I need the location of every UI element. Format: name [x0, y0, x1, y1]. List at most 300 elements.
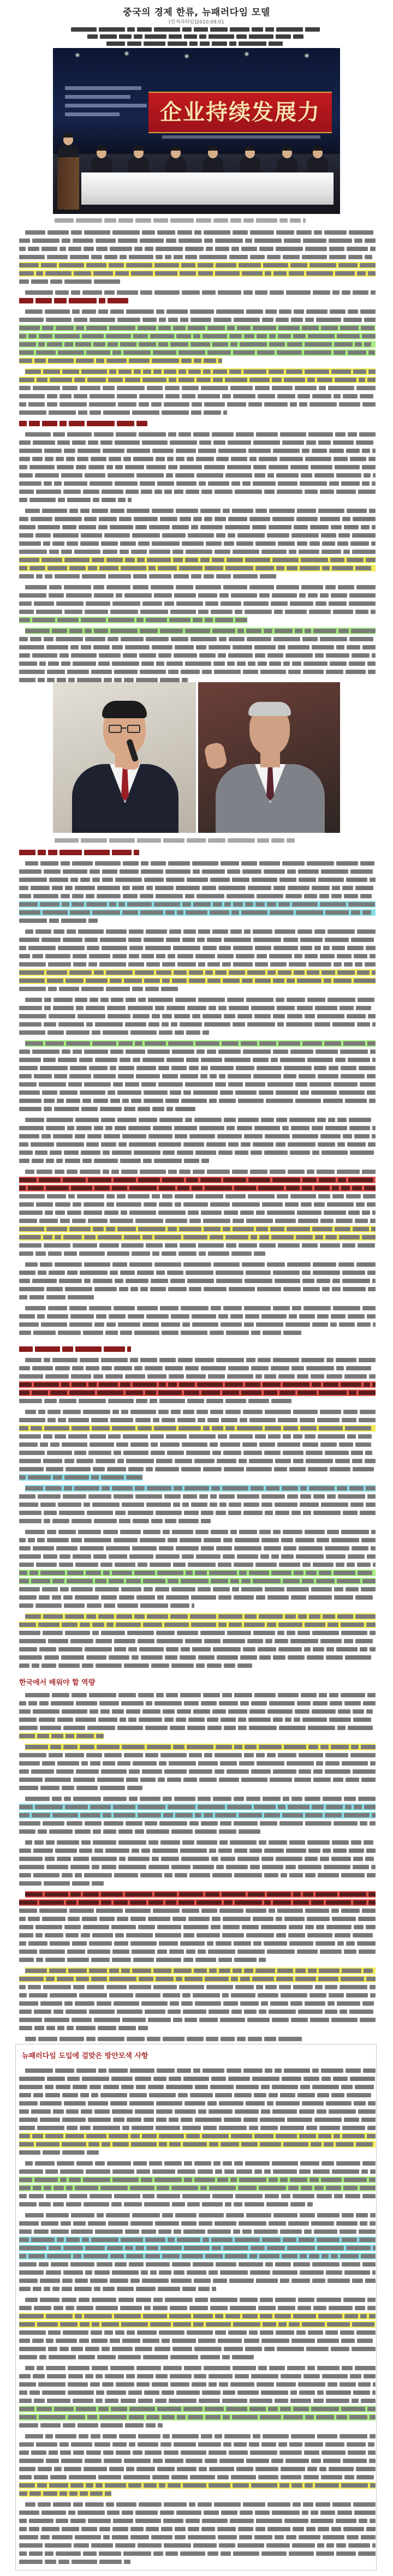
text-word: [335, 1459, 350, 1463]
text-word: [44, 1399, 57, 1403]
text-word: [248, 1718, 271, 1722]
text-word: [353, 1709, 364, 1714]
text-word: [246, 1797, 260, 1801]
text-word: [370, 1761, 376, 1766]
text-word: [19, 402, 26, 407]
text-word: [134, 517, 158, 521]
text-word: [133, 334, 148, 338]
text-word: [176, 481, 196, 486]
text-word: [294, 1571, 303, 1575]
text-line: [25, 308, 376, 315]
text-word: [255, 541, 276, 546]
text-word: [217, 1134, 242, 1138]
text-word: [124, 1663, 149, 1668]
text-word: [100, 440, 112, 445]
text-word: [355, 1614, 376, 1619]
text-word: [109, 326, 135, 330]
korea-lessons-heading: 한국에서 배워야 할 역량: [19, 1679, 96, 1687]
text-word: [92, 1030, 100, 1035]
text-word: [294, 309, 304, 314]
text-word: [82, 1159, 92, 1163]
text-word: [202, 670, 212, 674]
text-word: [302, 1718, 327, 1722]
text-word: [241, 1041, 257, 1046]
text-word: [86, 350, 110, 355]
text-word: [71, 27, 97, 32]
text-word: [107, 1251, 129, 1256]
text-word: [112, 1410, 119, 1414]
text-word: [330, 1322, 337, 1327]
text-word: [189, 1873, 210, 1877]
text-word: [168, 1227, 177, 1231]
text-word: [84, 1502, 90, 1507]
text-word: [352, 533, 376, 538]
text-word: [210, 27, 228, 32]
text-word: [19, 2026, 32, 2030]
text-word: [101, 1475, 124, 1480]
text-word: [36, 1958, 43, 1962]
text-word: [337, 954, 352, 958]
text-word: [19, 457, 30, 461]
text-word: [25, 1118, 44, 1122]
text-word: [190, 637, 217, 641]
text-word: [245, 1614, 257, 1619]
text-word: [130, 1900, 146, 1905]
text-word: [165, 394, 180, 398]
text-word: [234, 1595, 254, 1600]
text-word: [83, 1925, 109, 1929]
text-word: [316, 1579, 335, 1583]
right-portrait: [198, 682, 340, 833]
text-word: [364, 1840, 373, 1845]
text-word: [320, 1410, 341, 1414]
text-word: [32, 1391, 48, 1395]
text-word: [61, 894, 70, 898]
text-word: [19, 1271, 35, 1275]
text-word: [135, 1494, 162, 1499]
text-word: [121, 1701, 144, 1706]
text-word: [140, 1538, 165, 1542]
text-word: [129, 1186, 157, 1190]
text-word: [361, 1778, 376, 1782]
text-word: [182, 1909, 199, 1913]
text-word: [64, 585, 91, 589]
text-word: [302, 1041, 322, 1046]
text-word: [350, 1150, 374, 1155]
text-word: [19, 1451, 45, 1455]
text-word: [200, 525, 223, 529]
text-line: [19, 456, 376, 462]
text-word: [68, 1295, 94, 1299]
text-word: [314, 473, 334, 478]
text-word: [186, 490, 199, 494]
text-word: [46, 1977, 55, 1981]
text-word: [267, 533, 289, 538]
text-word: [196, 894, 224, 898]
text-word: [147, 1374, 166, 1379]
text-word: [346, 878, 367, 882]
text-word: [316, 1925, 324, 1929]
text-word: [19, 1399, 42, 1403]
text-word: [73, 1857, 89, 1861]
text-word: [64, 1925, 81, 1929]
text-word: [25, 1262, 38, 1267]
text-word: [183, 1090, 191, 1095]
text-word: [145, 987, 159, 991]
text-word: [183, 1202, 208, 1207]
text-word: [266, 1099, 293, 1103]
text-word: [19, 1769, 29, 1774]
text-line: [19, 669, 376, 675]
text-word: [288, 670, 301, 674]
text-word: [178, 369, 186, 374]
text-word: [273, 886, 285, 890]
text-word: [156, 1977, 174, 1981]
text-word: [231, 1977, 238, 1981]
text-word: [126, 1279, 148, 1283]
text-word: [315, 1050, 338, 1054]
text-word: [185, 661, 211, 666]
text-word: [265, 1426, 281, 1430]
text-word: [319, 1178, 336, 1182]
text-word: [239, 1459, 247, 1463]
text-word: [347, 1014, 366, 1018]
text-word: [137, 1271, 154, 1275]
text-word: [305, 1925, 314, 1929]
text-word: [73, 1797, 101, 1801]
text-word: [154, 1701, 182, 1706]
text-word: [247, 1639, 263, 1643]
text-word: [19, 1502, 38, 1507]
text-word: [153, 1418, 159, 1422]
text-word: [356, 440, 373, 445]
text-word: [157, 1639, 183, 1643]
text-word: [204, 465, 225, 469]
text-word: [235, 490, 262, 494]
text-word: [138, 1563, 147, 1567]
text-word: [280, 432, 306, 437]
text-word: [159, 318, 166, 322]
text-word: [287, 979, 295, 983]
text-word: [326, 1374, 342, 1379]
text-word: [65, 1159, 80, 1163]
text-word: [291, 1595, 306, 1600]
text-word: [290, 601, 313, 606]
text-word: [253, 440, 280, 445]
text-word: [19, 342, 36, 347]
text-word: [115, 1933, 124, 1937]
text-word: [47, 1314, 68, 1319]
text-word: [184, 34, 197, 39]
text-word: [110, 979, 122, 983]
text-word: [71, 1538, 82, 1542]
text-word: [334, 394, 341, 398]
text-word: [174, 1969, 192, 1973]
text-word: [66, 1041, 90, 1046]
text-word: [312, 394, 331, 398]
text-word: [223, 509, 230, 513]
text-word: [360, 1410, 376, 1414]
text-word: [153, 1969, 171, 1973]
text-word: [19, 1865, 44, 1869]
text-word: [177, 1631, 198, 1635]
text-word: [353, 1900, 366, 1905]
text-word: [161, 1857, 179, 1861]
text-line: [25, 1796, 376, 1802]
text-word: [19, 1603, 33, 1608]
text-word: [320, 1134, 341, 1138]
text-word: [373, 1563, 376, 1567]
text-word: [66, 1467, 91, 1471]
text-word: [43, 541, 50, 546]
text-word: [321, 970, 335, 975]
text-word: [261, 1925, 287, 1929]
text-word: [28, 334, 37, 338]
text-word: [158, 1082, 183, 1087]
text-word: [281, 1554, 294, 1559]
text-word: [118, 498, 126, 502]
text-word: [228, 533, 235, 538]
text-word: [120, 255, 127, 259]
text-word: [278, 1418, 297, 1422]
text-word: [65, 1631, 90, 1635]
text-word: [82, 1099, 91, 1103]
text-word: [109, 1314, 126, 1319]
text-line: [25, 1967, 376, 1974]
text-word: [240, 1977, 250, 1981]
text-word: [146, 1701, 152, 1706]
text-word: [326, 653, 349, 658]
text-word: [345, 1099, 367, 1103]
text-word: [211, 1486, 220, 1490]
text-word: [183, 1142, 204, 1147]
text-word: [218, 1006, 227, 1010]
text-word: [139, 653, 156, 658]
text-word: [144, 938, 164, 942]
text-word: [278, 334, 291, 338]
text-word: [31, 279, 48, 284]
text-word: [103, 1797, 127, 1801]
text-word: [78, 1530, 101, 1534]
text-word: [140, 238, 164, 243]
text-word: [93, 1374, 103, 1379]
text-word: [215, 1813, 236, 1817]
text-word: [299, 1753, 323, 1757]
text-word: [259, 2009, 266, 2014]
text-word: [315, 1941, 335, 1946]
text-word: [332, 1194, 344, 1198]
text-word: [19, 1178, 37, 1182]
text-word: [19, 1251, 33, 1256]
text-word: [276, 1090, 298, 1095]
text-word: [119, 517, 132, 521]
text-word: [84, 1211, 102, 1215]
text-word: [70, 1865, 90, 1869]
text-word: [371, 1546, 376, 1551]
text-word: [196, 218, 211, 223]
text-word: [342, 290, 350, 295]
text-word: [364, 342, 371, 347]
text-word: [35, 473, 59, 478]
text-word: [148, 998, 173, 1002]
text-word: [151, 1663, 169, 1668]
text-word: [180, 1538, 201, 1542]
text-word: [125, 378, 140, 382]
text-word: [207, 938, 222, 942]
text-word: [173, 326, 186, 330]
text-word: [255, 1434, 266, 1439]
text-line: [19, 1294, 98, 1301]
text-word: [251, 1486, 264, 1490]
text-word: [126, 1778, 138, 1782]
text-word: [38, 525, 60, 529]
text-word: [307, 378, 315, 382]
text-word: [244, 1969, 253, 1973]
text-word: [35, 929, 51, 934]
text-word: [19, 1925, 33, 1929]
text-word: [294, 525, 308, 529]
text-word: [264, 2037, 276, 2041]
text-word: [74, 1451, 86, 1455]
text-word: [121, 1170, 138, 1174]
text-word: [250, 255, 265, 259]
text-word: [367, 1314, 376, 1319]
text-word: [19, 1623, 36, 1627]
text-line: [19, 317, 376, 323]
text-word: [99, 653, 121, 658]
text-word: [286, 290, 311, 295]
text-word: [19, 550, 47, 554]
text-word: [52, 1579, 64, 1583]
text-word: [58, 1058, 77, 1062]
text-word: [104, 533, 130, 538]
text-word: [297, 509, 316, 513]
text-word: [285, 1718, 291, 1722]
text-word: [264, 1374, 276, 1379]
text-word: [116, 432, 136, 437]
text-line: [19, 1474, 142, 1481]
text-line: [19, 488, 376, 495]
text-word: [127, 27, 135, 32]
text-word: [210, 1202, 230, 1207]
text-word: [372, 1211, 376, 1215]
text-word: [79, 1399, 106, 1403]
text-word: [228, 440, 251, 445]
text-word: [19, 359, 32, 363]
text-word: [362, 449, 370, 453]
text-word: [183, 2009, 206, 2014]
text-word: [220, 1442, 240, 1447]
text-word: [276, 247, 303, 251]
text-word: [71, 290, 80, 295]
text-word: [86, 1614, 96, 1619]
text-word: [192, 1314, 216, 1319]
text-word: [224, 1118, 236, 1122]
text-word: [19, 1030, 45, 1035]
text-word: [189, 1134, 215, 1138]
text-word: [223, 1917, 251, 1921]
text-word: [172, 1917, 186, 1921]
text-word: [170, 1090, 181, 1095]
text-word: [245, 610, 272, 614]
text-word: [190, 342, 210, 347]
text-word: [364, 1969, 373, 1973]
text-word: [181, 1857, 209, 1861]
text-word: [264, 869, 285, 874]
text-word: [305, 1813, 323, 1817]
text-line: [19, 278, 121, 285]
text-word: [212, 342, 228, 347]
text-word: [19, 1022, 41, 1027]
text-word: [108, 378, 123, 382]
text-word: [340, 1050, 368, 1054]
text-word: [141, 661, 154, 666]
text-word: [209, 1848, 216, 1853]
text-word: [241, 1587, 263, 1591]
text-word: [347, 1434, 356, 1439]
text-word: [62, 386, 78, 390]
text-word: [196, 1663, 205, 1668]
text-word: [305, 318, 314, 322]
text-word: [139, 432, 166, 437]
text-word: [372, 525, 376, 529]
text-word: [92, 878, 100, 882]
text-word: [164, 402, 189, 407]
text-line: [19, 1785, 142, 1791]
text-word: [171, 1314, 189, 1319]
text-word: [162, 533, 186, 538]
text-word: [302, 1271, 311, 1275]
text-word: [203, 334, 227, 338]
text-word: [197, 1382, 223, 1387]
text-word: [373, 473, 376, 478]
text-word: [117, 394, 137, 398]
text-word: [87, 421, 115, 426]
text-word: [275, 1502, 297, 1507]
text-word: [154, 290, 180, 295]
text-word: [170, 440, 197, 445]
text-word: [103, 1530, 118, 1534]
text-word: [144, 1587, 153, 1591]
text-word: [365, 1451, 372, 1455]
text-word: [318, 1434, 345, 1439]
text-word: [110, 1050, 123, 1054]
text-word: [320, 954, 335, 958]
text-word: [50, 1941, 70, 1946]
text-word: [169, 1761, 196, 1766]
text-word: [141, 1848, 150, 1853]
panelist-hair: [171, 146, 181, 151]
text-word: [88, 1494, 111, 1499]
text-word: [32, 1159, 44, 1163]
text-word: [246, 1909, 266, 1913]
text-word: [81, 838, 107, 843]
text-word: [164, 1494, 181, 1499]
text-word: [198, 1587, 211, 1591]
text-word: [118, 1322, 140, 1327]
text-word: [120, 1382, 130, 1387]
text-word: [372, 970, 376, 975]
text-word: [325, 1769, 350, 1774]
conference-photo: [53, 48, 340, 214]
text-word: [47, 342, 62, 347]
text-word: [330, 661, 347, 666]
text-word: [327, 1494, 336, 1499]
text-word: [63, 1410, 81, 1414]
text-word: [146, 962, 160, 967]
text-word: [56, 1546, 78, 1551]
text-word: [278, 645, 285, 649]
